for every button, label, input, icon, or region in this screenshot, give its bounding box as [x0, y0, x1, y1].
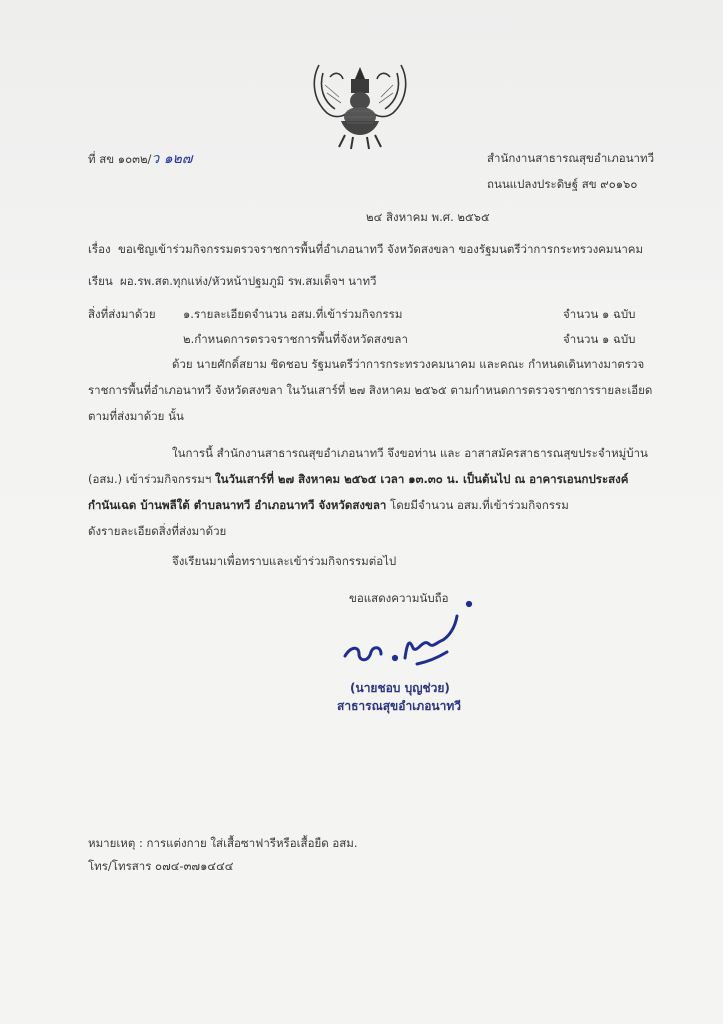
- body-paragraph-2-line: ดังรายละเอียดสิ่งที่ส่งมาด้วย: [88, 524, 227, 538]
- subject-label: เรื่อง: [88, 242, 111, 256]
- garuda-emblem-icon: [305, 55, 415, 150]
- body-paragraph-1-line: ราชการพื้นที่อำเภอนาทวี จังหวัดสงขลา ในวันเสาร์ที่ ๒๗ สิงหาคม ๒๕๖๕ ตามกำหนดการตรวจราชการรายละเอียด: [88, 383, 653, 397]
- enclosure-item: ๒.กำหนดการตรวจราชการพื้นที่จังหวัดสงขลา: [183, 332, 408, 346]
- recipient-label: เรียน: [88, 274, 113, 288]
- para2-normal-text: (อสม.) เข้าร่วมกิจกรรมฯ: [88, 472, 215, 486]
- body-paragraph-2-line: ในการนี้ สำนักงานสาธารณสุขอำเภอนาทวี จึงขอท่าน และ อาสาสมัครสาธารณสุขประจำหมู่บ้าน: [172, 446, 648, 460]
- reference-handwritten: ว ๑๒๗: [151, 151, 193, 167]
- sender-address: ถนนแปลงประดิษฐ์ สข ๙๐๑๖๐: [487, 177, 638, 191]
- enclosure-item: ๑.รายละเอียดจำนวน อสม.ที่เข้าร่วมกิจกรรม: [183, 307, 403, 321]
- reference-number: [88, 151, 192, 167]
- recipient-text: ผอ.รพ.สต.ทุกแห่ง/หัวหน้าปฐมภูมิ รพ.สมเด็จฯ นาทวี: [120, 274, 377, 288]
- closing-line: จึงเรียนมาเพื่อทราบและเข้าร่วมกิจกรรมต่อไป: [172, 554, 397, 568]
- reference-label: ที่: [88, 152, 96, 166]
- subject-text: ขอเชิญเข้าร่วมกิจกรรมตรวจราชการพื้นที่อำเภอนาทวี จังหวัดสงขลา ของรัฐมนตรีว่าการกระทรวงคมนาคม: [117, 242, 644, 256]
- handwritten-signature-icon: [335, 598, 475, 670]
- signatory-position: สาธารณสุขอำเภอนาทวี: [337, 699, 461, 713]
- letter-date: ๒๔ สิงหาคม พ.ศ. ๒๕๖๕: [366, 210, 490, 224]
- event-address: กำนันเฉด บ้านพลีใต้ ตำบลนาทวี อำเภอนาทวี จังหวัดสงขลา: [88, 498, 387, 512]
- signatory-name: (นายชอบ บุญช่วย): [350, 681, 450, 695]
- enclosure-qty: จำนวน ๑ ฉบับ: [563, 332, 636, 346]
- footer-phone: โทร/โทรสาร ๐๗๔-๓๗๑๔๔๔: [88, 859, 234, 873]
- body-paragraph-1-line: ด้วย นายศักดิ์สยาม ชิดชอบ รัฐมนตรีว่าการกระทรวงคมนาคม และคณะ กำหนดเดินทางมาตรวจ: [172, 357, 645, 371]
- reference-printed: สข ๑๐๓๒/: [99, 152, 152, 166]
- enclosures-label: สิ่งที่ส่งมาด้วย: [88, 307, 156, 321]
- recipient-line: [88, 273, 377, 289]
- sender-office: สำนักงานสาธารณสุขอำเภอนาทวี: [487, 151, 655, 165]
- footer-note: หมายเหตุ : การแต่งกาย ใส่เสื้อซาฟารีหรือเสื้อยืด อสม.: [88, 836, 358, 850]
- body-paragraph-2-line: [88, 497, 569, 513]
- event-datetime-location: ในวันเสาร์ที่ ๒๗ สิงหาคม ๒๕๖๕ เวลา ๑๓.๓๐ น. เป็นต้นไป ณ อาคารเอนกประสงค์: [214, 472, 629, 486]
- subject-line: [88, 241, 643, 257]
- enclosure-qty: จำนวน ๑ ฉบับ: [563, 307, 636, 321]
- salutation: ขอแสดงความนับถือ: [349, 591, 449, 605]
- body-paragraph-1-line: ตามที่ส่งมาด้วย นั้น: [88, 409, 184, 423]
- para2-normal-text: โดยมีจำนวน อสม.ที่เข้าร่วมกิจกรรม: [386, 498, 569, 512]
- body-paragraph-2-line: [88, 471, 628, 487]
